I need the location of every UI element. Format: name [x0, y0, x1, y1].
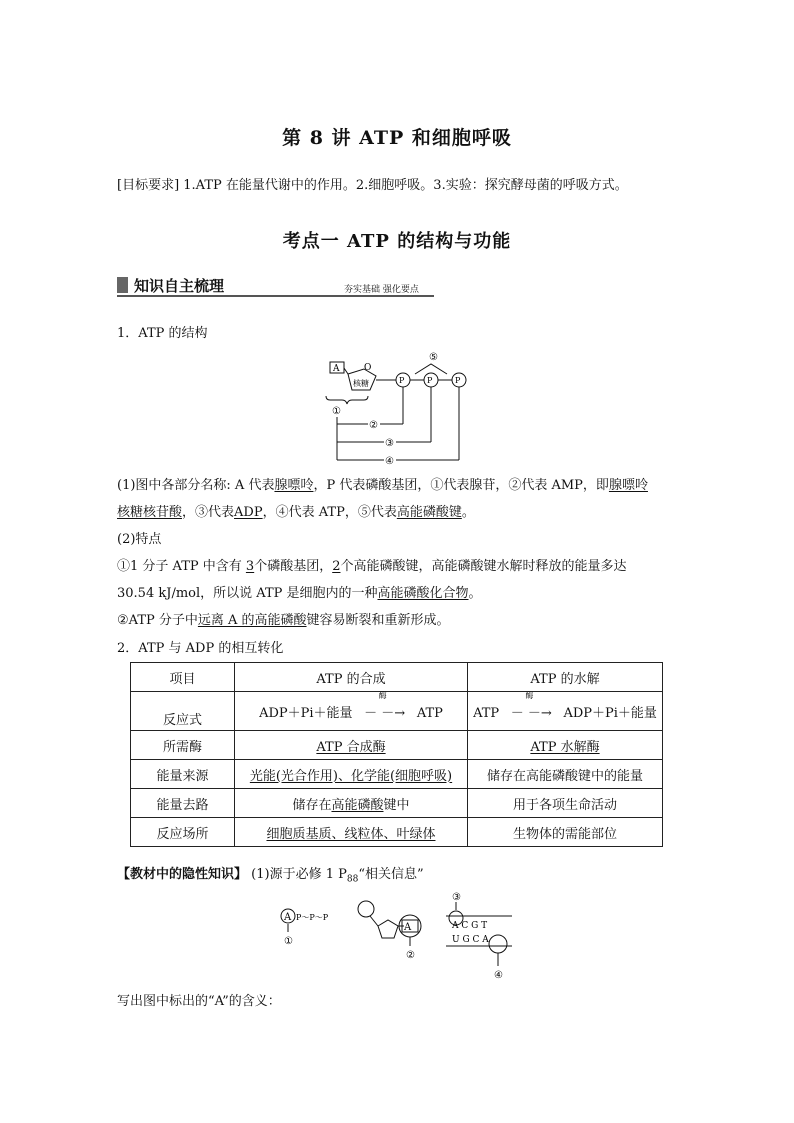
table-cell: 储存在高能磷酸键中 [235, 789, 468, 818]
fig2-marker: ② [406, 950, 415, 961]
knowledge-bar-divider [117, 295, 434, 297]
table-header-row [131, 663, 663, 692]
table-row [131, 731, 663, 760]
table-cell: 能量去路 [131, 789, 235, 818]
marker-5: ⑤ [429, 352, 438, 363]
adenine-label: A [333, 364, 340, 374]
table-row [131, 692, 663, 731]
para-1a: (1)图中各部分名称: A 代表腺嘌呤，P 代表磷酸基团，①代表腺苷，②代表 AMP，即腺嘌呤 [117, 478, 648, 493]
table-cell: ATP 酶 － －→ ADP＋Pi＋能量 [468, 692, 663, 731]
table-cell: 所需酶 [131, 731, 235, 760]
para-1b: 核糖核苷酸，③代表ADP，④代表 ATP，⑤代表高能磷酸键。 [117, 505, 475, 520]
bracket-1 [326, 396, 368, 404]
fig2-a-label: A [404, 922, 412, 933]
table-cell: 细胞质基质、线粒体、叶绿体 [235, 818, 468, 847]
fig3-row2: U G C A [452, 935, 489, 945]
table-row [131, 760, 663, 789]
table-cell: 反应场所 [131, 818, 235, 847]
atp-structure-diagram [320, 348, 480, 468]
fig3-marker-bottom: ④ [494, 970, 503, 981]
marker-2: ② [369, 420, 378, 431]
fig1-marker: ① [284, 936, 293, 947]
fig2-sugar-pentagon [378, 920, 398, 938]
section-heading: 考点一 ATP 的结构与功能 [282, 231, 512, 252]
p2-label: P [427, 376, 433, 385]
table-cell: ADP＋Pi＋能量 酶 － －→ ATP [235, 692, 468, 731]
table-cell: 生物体的需能部位 [468, 818, 663, 847]
marker-4: ④ [385, 456, 394, 467]
ribose-label: 核糖 [353, 379, 369, 388]
table-cell: 反应式 [131, 692, 235, 731]
fig1-a-label: A [284, 912, 292, 923]
question-line: 写出图中标出的“A”的含义： [117, 994, 281, 1009]
table-cell: ATP 合成酶 [235, 731, 468, 760]
hidden-knowledge-figure [276, 886, 526, 986]
table-cell: 能量来源 [131, 760, 235, 789]
goal-requirements: [目标要求] 1.ATP 在能量代谢中的作用。2.细胞呼吸。3.实验：探究酵母菌的呼吸方式。 [117, 178, 628, 193]
fig2-phosphate-circle [358, 901, 374, 917]
table-cell: 用于各项生命活动 [468, 789, 663, 818]
table-row [131, 818, 663, 847]
marker-1: ① [332, 406, 341, 417]
bookmark-icon [117, 277, 128, 293]
knowledge-bar-label: 知识自主梳理 [134, 277, 225, 295]
table-header: ATP 的合成 [235, 663, 468, 692]
atp-adp-table [130, 662, 663, 847]
knowledge-bar-subtitle: 夯实基础 强化要点 [344, 285, 419, 295]
marker-3: ③ [385, 438, 394, 449]
part1-heading: 1．ATP 的结构 [117, 326, 208, 341]
para-2: (2)特点 [117, 532, 162, 547]
table-cell: ATP 水解酶 [468, 731, 663, 760]
para-4: 30.54 kJ/mol，所以说 ATP 是细胞内的一种高能磷酸化合物。 [117, 586, 482, 601]
part2-heading: 2．ATP 与 ADP 的相互转化 [117, 641, 284, 656]
p1-label: P [399, 376, 405, 385]
fig3-marker-top: ③ [452, 892, 461, 903]
fig1-chain: P～P～P [296, 913, 329, 922]
fig3-circle-b [489, 935, 507, 953]
table-header: 项目 [131, 663, 235, 692]
table-cell: 储存在高能磷酸键中的能量 [468, 760, 663, 789]
para-3: ①1 分子 ATP 中含有 3个磷酸基团，2个高能磷酸键，高能磷酸键水解时释放的能量多达 [117, 559, 627, 574]
hidden-knowledge-line: 【教材中的隐性知识】 (1)源于必修 1 $P_{88}“$相关信息” [117, 867, 424, 885]
page-title: 第 8 讲 ATP 和细胞呼吸 [282, 127, 512, 149]
fig3-row1: A C G T [452, 921, 488, 931]
para-5: ②ATP 分子中远离 A 的高能磷酸键容易断裂和重新形成。 [117, 613, 450, 628]
oxygen-label: O [364, 363, 372, 373]
table-cell: 光能(光合作用)、化学能(细胞呼吸) [235, 760, 468, 789]
table-row [131, 789, 663, 818]
table-header: ATP 的水解 [468, 663, 663, 692]
p3-label: P [455, 376, 461, 385]
